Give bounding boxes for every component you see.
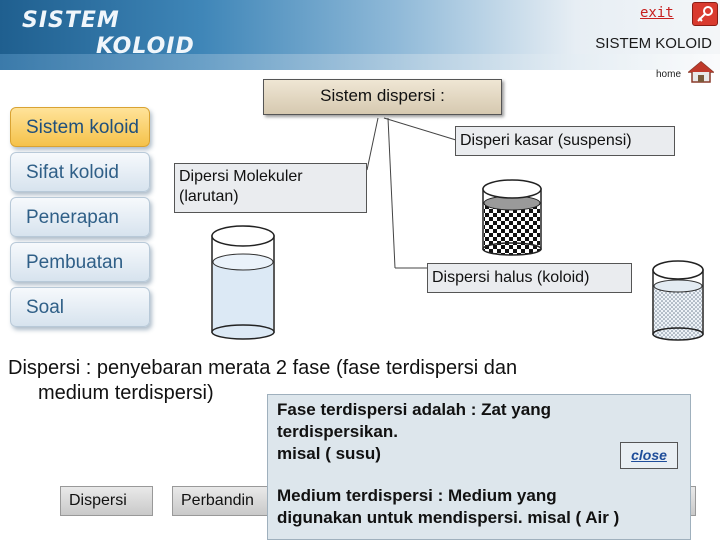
diagram-root-box: Sistem dispersi : [263, 79, 502, 115]
popup-fase-text: Fase terdispersi adalah : Zat yang terdispersikan. misal ( susu) [277, 400, 551, 463]
logo-line-1: SISTEM [22, 8, 120, 33]
definition-line-1: Dispersi : penyebaran merata 2 fase (fase terdispersi dan [8, 357, 518, 379]
info-popup [267, 394, 691, 540]
exit-link[interactable]: exit [640, 5, 674, 21]
sidebar-item-soal[interactable]: Soal [10, 287, 150, 327]
beaker-koloid-icon [651, 258, 705, 342]
sidebar-item-pembuatan[interactable]: Pembuatan [10, 242, 150, 282]
beaker-suspensi-icon [481, 177, 543, 257]
sidebar-item-penerapan[interactable]: Penerapan [10, 197, 150, 237]
definition-line-2: medium terdispersi) [38, 382, 214, 404]
sidebar-item-sistem-koloid[interactable]: Sistem koloid [10, 107, 150, 147]
beaker-larutan-icon [210, 222, 276, 340]
logo-line-2: KOLOID [96, 34, 195, 59]
diagram-box-molekuler: Dipersi Molekuler (larutan) [174, 163, 367, 213]
perbandingan-button[interactable]: Perbandin [172, 486, 302, 516]
sidebar-item-sifat-koloid[interactable]: Sifat koloid [10, 152, 150, 192]
diagram-box-halus: Dispersi halus (koloid) [427, 263, 632, 293]
dispersi-button[interactable]: Dispersi [60, 486, 153, 516]
page-title: SISTEM KOLOID [595, 35, 712, 52]
popup-medium-text: Medium terdispersi : Medium yang digunakan untuk mendispersi. misal ( Air ) [277, 486, 620, 527]
diagram-box-kasar: Disperi kasar (suspensi) [455, 126, 675, 156]
close-button[interactable]: close [620, 442, 678, 469]
home-link[interactable]: home [656, 69, 682, 80]
